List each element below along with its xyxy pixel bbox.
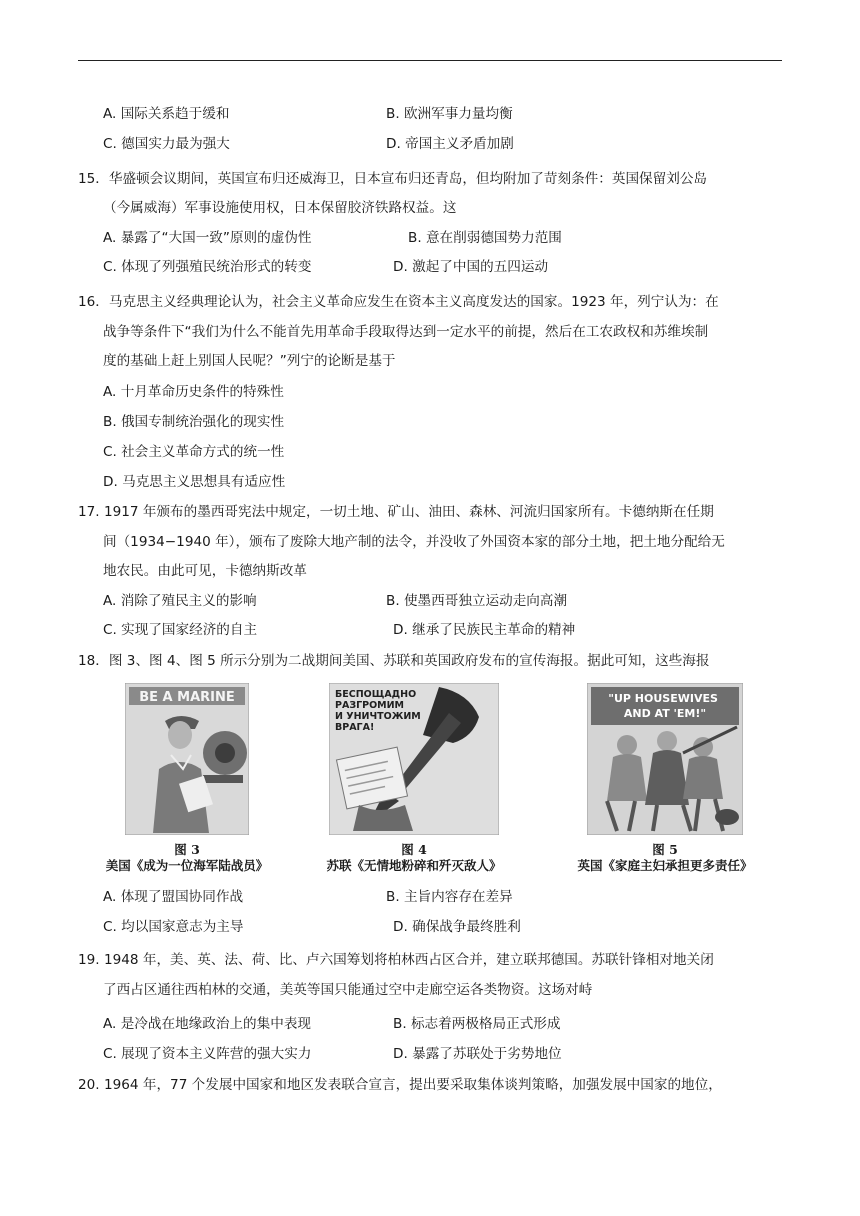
- q18-stem-line-1: 18．图 3、图 4、图 5 所示分别为二战期间美国、苏联和英国政府发布的宣传海报。据此可知，这些海报: [78, 653, 710, 669]
- poster-fig5-headline-1: "UP HOUSEWIVES: [608, 692, 718, 705]
- q15-option-c: C. 体现了列强殖民统治形式的转变: [103, 259, 312, 275]
- q19-option-d: D. 暴露了苏联处于劣势地位: [393, 1046, 562, 1062]
- q17-option-b: B. 使墨西哥独立运动走向高潮: [386, 593, 568, 609]
- q15-stem-line-1: 15．华盛顿会议期间，英国宣布归还威海卫，日本宣布归还青岛，但均附加了苛刻条件：英国保留刘公岛: [78, 171, 708, 187]
- q16-stem-line-3: 度的基础上赶上别国人民呢？”列宁的论断是基于: [103, 353, 396, 369]
- poster-fig5-image: [587, 683, 743, 835]
- q17-stem-line-2: 间（1934−1940 年），颁布了废除大地产制的法令，并没收了外国资本家的部分土地，把土地分配给无: [103, 534, 725, 550]
- poster-fig5-caption: 英国《家庭主妇承担更多责任》: [577, 858, 753, 873]
- q17-stem-line-3: 地农民。由此可见，卡德纳斯改革: [103, 563, 307, 579]
- q16-option-d: D. 马克思主义思想具有适应性: [103, 474, 286, 490]
- q18-option-a: A. 体现了盟国协同作战: [103, 889, 244, 905]
- poster-fig4-label: 图 4: [401, 842, 427, 857]
- q19-option-b: B. 标志着两极格局正式形成: [393, 1016, 561, 1032]
- q15-option-a: A. 暴露了“大国一致”原则的虚伪性: [103, 230, 312, 246]
- q15-stem-line-2: （今属威海）军事设施使用权，日本保留胶济铁路权益。这: [103, 200, 457, 216]
- q15-option-d: D. 激起了中国的五四运动: [393, 259, 549, 275]
- q18-option-d: D. 确保战争最终胜利: [393, 919, 521, 935]
- q17-option-a: A. 消除了殖民主义的影响: [103, 593, 257, 609]
- poster-fig3-headline: BE A MARINE: [139, 690, 235, 705]
- q18-option-b: B. 主旨内容存在差异: [386, 889, 513, 905]
- poster-fig4-headline-2: РАЗГРОМИМ: [335, 700, 405, 711]
- poster-fig5-label: 图 5: [652, 842, 678, 857]
- poster-fig4-headline-3: И УНИЧТОЖИМ: [335, 711, 421, 722]
- q19-stem-line-2: 了西占区通往西柏林的交通，美英等国只能通过空中走廊空运各类物资。这场对峙: [103, 982, 593, 998]
- q14-option-d: D. 帝国主义矛盾加剧: [386, 136, 514, 152]
- q19-stem-line-1: 19. 1948 年，美、英、法、荷、比、卢六国筹划将柏林西占区合并，建立联邦德国。苏联针锋相对地关闭: [78, 952, 714, 968]
- poster-fig5-headline-2: AND AT 'EM!": [623, 707, 707, 720]
- q14-option-a: A. 国际关系趋于缓和: [103, 106, 230, 122]
- q16-option-c: C. 社会主义革命方式的统一性: [103, 444, 285, 460]
- q14-option-c: C. 德国实力最为强大: [103, 136, 230, 152]
- q19-option-a: A. 是冷战在地缘政治上的集中表现: [103, 1016, 312, 1032]
- q18-option-c: C. 均以国家意志为主导: [103, 919, 244, 935]
- header-rule: [78, 60, 782, 61]
- q17-option-c: C. 实现了国家经济的自主: [103, 622, 258, 638]
- poster-fig3-image: [125, 683, 249, 835]
- q17-stem-line-1: 17. 1917 年颁布的墨西哥宪法中规定，一切土地、矿山、油田、森林、河流归国家所有。卡德纳斯在任期: [78, 504, 714, 520]
- poster-fig4-caption: 苏联《无情地粉碎和歼灭敌人》: [326, 858, 502, 873]
- q17-option-d: D. 继承了民族民主革命的精神: [393, 622, 576, 638]
- q15-option-b: B. 意在削弱德国势力范围: [408, 230, 562, 246]
- q20-stem-line-1: 20. 1964 年，77 个发展中国家和地区发表联合宣言，提出要采取集体谈判策略，加强发展中国家的地位，: [78, 1077, 722, 1093]
- poster-fig4-image: [329, 683, 499, 835]
- poster-fig3-label: 图 3: [174, 842, 200, 857]
- poster-fig4-headline-4: ВРАГА!: [335, 722, 375, 733]
- poster-fig3-caption: 美国《成为一位海军陆战员》: [105, 858, 269, 873]
- q19-option-c: C. 展现了资本主义阵营的强大实力: [103, 1046, 312, 1062]
- q16-stem-line-1: 16．马克思主义经典理论认为，社会主义革命应发生在资本主义高度发达的国家。1923 年，列宁认为：在: [78, 294, 719, 310]
- q16-option-b: B. 俄国专制统治强化的现实性: [103, 414, 285, 430]
- q14-option-b: B. 欧洲军事力量均衡: [386, 106, 513, 122]
- q16-option-a: A. 十月革命历史条件的特殊性: [103, 384, 284, 400]
- poster-fig4-headline-1: БЕСПОЩАДНО: [335, 689, 417, 700]
- q16-stem-line-2: 战争等条件下“我们为什么不能首先用革命手段取得达到一定水平的前提，然后在工农政权和苏维埃制: [103, 324, 709, 340]
